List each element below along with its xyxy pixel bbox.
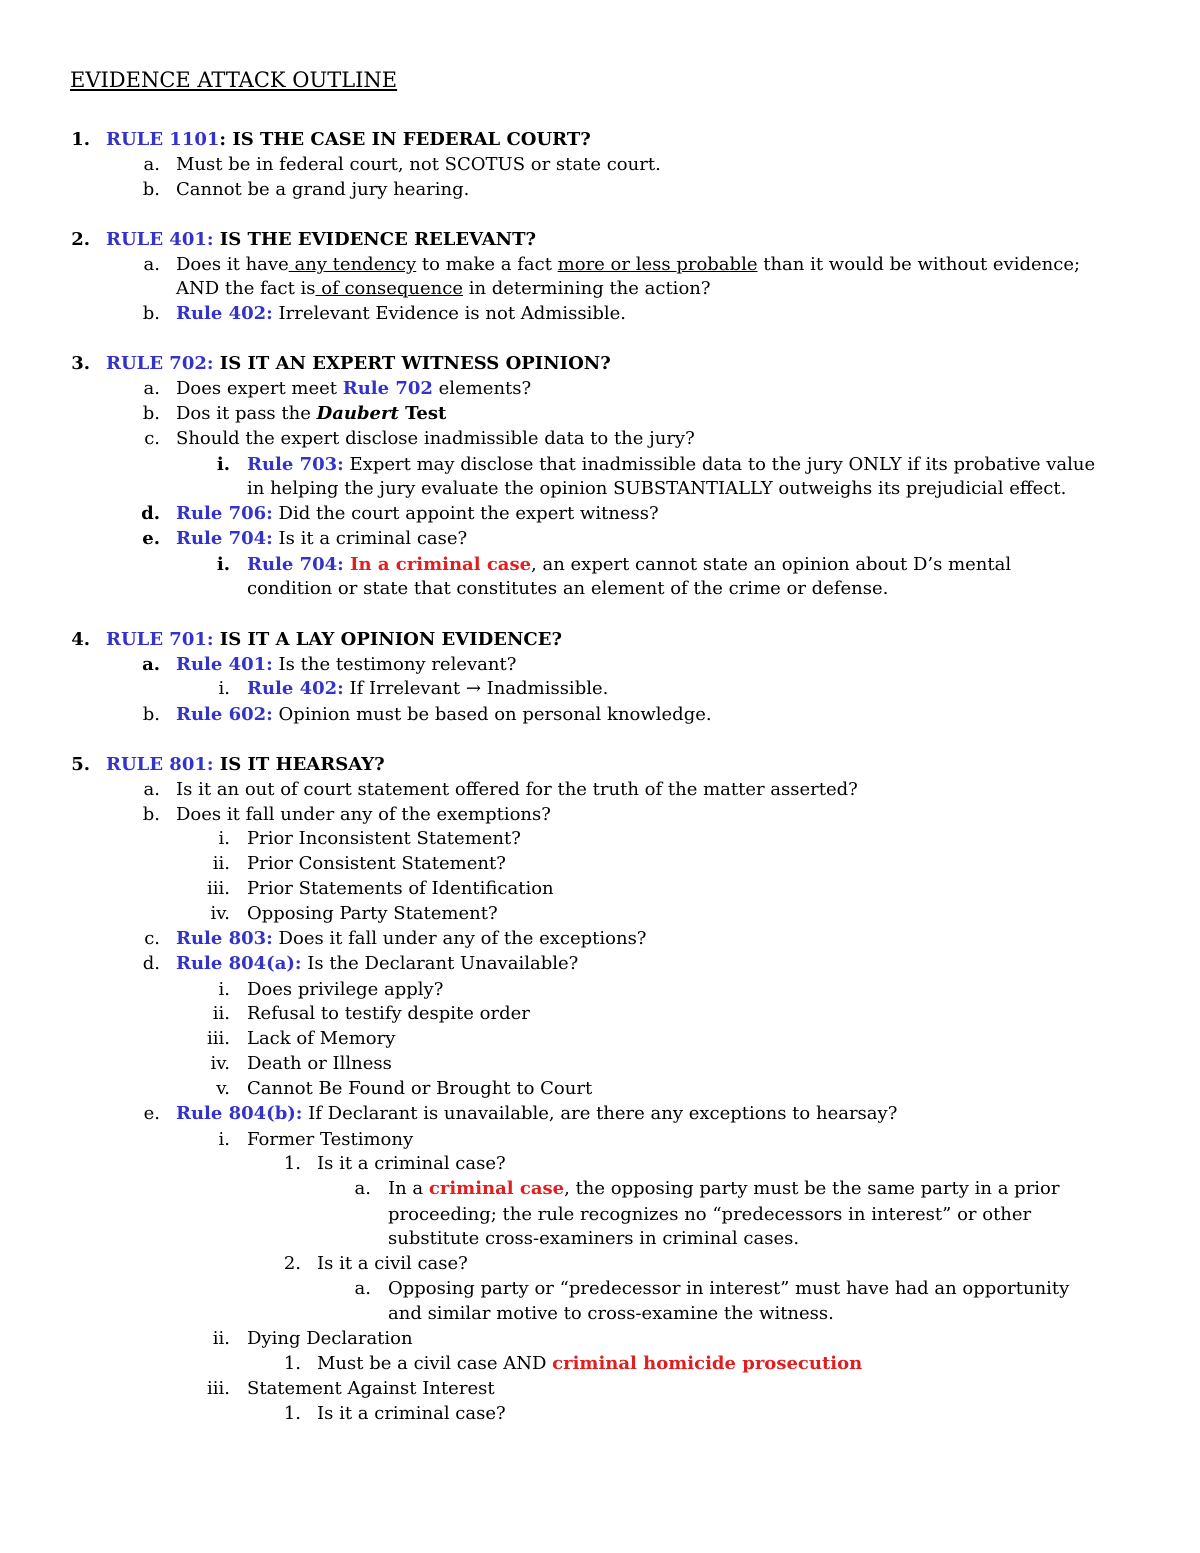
line-text — [317, 1152, 506, 1176]
line-text — [247, 902, 498, 926]
text-segment: Does expert meet — [176, 378, 343, 399]
list-marker: 4. — [71, 629, 90, 650]
text-segment: Statement Against Interest — [247, 1378, 495, 1399]
line-text — [176, 178, 469, 202]
line-text — [176, 803, 551, 827]
text-segment: IS IT A LAY OPINION EVIDENCE? — [213, 629, 563, 650]
list-marker: 1. — [71, 129, 90, 150]
text-segment: If Irrelevant → Inadmissible. — [343, 678, 609, 699]
list-marker: iii. — [207, 1378, 230, 1399]
list-marker: c. — [144, 428, 160, 449]
list-marker: v. — [216, 1078, 230, 1099]
list-marker: 1. — [283, 1353, 301, 1374]
list-marker: ii. — [212, 853, 230, 874]
rule-reference: Rule 602: — [176, 704, 273, 725]
text-segment: In a — [388, 1178, 429, 1199]
line-text — [388, 1203, 1031, 1227]
list-marker: e. — [143, 1103, 160, 1124]
list-marker: d. — [142, 953, 160, 974]
rule-reference: Rule 703: — [247, 454, 344, 475]
line-text — [247, 1077, 592, 1101]
text-segment: Dos it pass the — [176, 403, 317, 424]
text-segment: Opposing Party Statement? — [247, 903, 498, 924]
list-marker: b. — [142, 403, 160, 424]
line-text — [247, 1327, 413, 1351]
text-segment: Is it a criminal case? — [317, 1153, 506, 1174]
list-marker: i. — [218, 678, 230, 699]
line-text — [317, 1402, 506, 1426]
text-segment: in helping the jury evaluate the opinion SUBSTANTIALLY outweighs its prejudicial effect. — [247, 478, 1067, 499]
text-segment: Cannot be a grand jury hearing. — [176, 179, 470, 200]
line-text — [247, 827, 521, 851]
list-marker: i. — [216, 554, 230, 575]
rule-reference: Rule 803: — [176, 928, 273, 949]
line-text — [176, 703, 712, 727]
line-text — [106, 628, 562, 652]
emphasis-text: In a criminal case — [343, 554, 532, 575]
rule-reference: Rule 402: — [176, 303, 273, 324]
line-text — [247, 877, 554, 901]
line-text — [176, 253, 1080, 277]
line-text — [176, 302, 626, 326]
list-marker: ii. — [212, 1003, 230, 1024]
text-segment: than it would be without evidence; — [757, 254, 1081, 275]
text-segment: any tendency — [288, 254, 417, 275]
rule-reference: RULE 801: — [106, 754, 214, 775]
text-segment: Refusal to testify despite order — [247, 1003, 530, 1024]
list-marker: a. — [354, 1278, 371, 1299]
line-text — [176, 952, 578, 976]
list-marker: a. — [143, 254, 160, 275]
line-text — [247, 1002, 530, 1026]
list-marker: iv. — [210, 1053, 230, 1074]
list-marker: b. — [142, 704, 160, 725]
text-segment: Prior Inconsistent Statement? — [247, 828, 521, 849]
line-text — [176, 277, 711, 301]
text-segment: Is the Declarant Unavailable? — [301, 953, 579, 974]
list-marker: 5. — [71, 754, 90, 775]
list-marker: i. — [218, 1129, 230, 1150]
line-text — [247, 477, 1066, 501]
text-segment: Dying Declaration — [247, 1328, 413, 1349]
emphasis-text: criminal homicide prosecution — [552, 1353, 863, 1374]
line-text — [388, 1177, 1060, 1201]
text-segment: Cannot Be Found or Brought to Court — [247, 1078, 593, 1099]
text-segment: IS IT HEARSAY? — [213, 754, 385, 775]
text-segment: in determining the action? — [462, 278, 711, 299]
document-title: EVIDENCE ATTACK OUTLINE — [70, 68, 398, 92]
list-marker: iv. — [210, 903, 230, 924]
text-segment: : IS THE CASE IN FEDERAL COURT? — [219, 129, 591, 150]
line-text — [247, 1052, 392, 1076]
list-marker: a. — [143, 154, 160, 175]
text-segment: Daubert — [316, 403, 399, 424]
line-text — [176, 377, 531, 401]
list-marker: 2. — [283, 1253, 301, 1274]
text-segment: Opinion must be based on personal knowledge. — [272, 704, 712, 725]
line-text — [247, 577, 888, 601]
text-segment: AND the fact is — [176, 278, 316, 299]
text-segment: Does it fall under any of the exceptions? — [272, 928, 647, 949]
text-segment: Must be a civil case AND — [317, 1353, 553, 1374]
list-marker: b. — [142, 303, 160, 324]
text-segment: , an expert cannot state an opinion about D’s mental — [531, 554, 1012, 575]
rule-reference: Rule 804(a): — [176, 953, 302, 974]
line-text — [176, 1102, 897, 1126]
text-segment: Is it a criminal case? — [317, 1403, 506, 1424]
list-marker: iii. — [207, 1028, 230, 1049]
text-segment: of consequence — [315, 278, 463, 299]
list-marker: a. — [143, 779, 160, 800]
text-segment: IS THE EVIDENCE RELEVANT? — [213, 229, 537, 250]
line-text — [176, 402, 446, 426]
list-marker: 3. — [71, 353, 90, 374]
rule-reference: Rule 702 — [342, 378, 433, 399]
line-text — [176, 527, 467, 551]
line-text — [176, 653, 516, 677]
line-text — [317, 1352, 862, 1376]
text-segment: proceeding; the rule recognizes no “predecessors in interest” or other — [388, 1204, 1032, 1225]
rule-reference: Rule 704: — [176, 528, 273, 549]
line-text — [176, 778, 858, 802]
text-segment: Test — [398, 403, 447, 424]
text-segment: Prior Consistent Statement? — [247, 853, 506, 874]
text-segment: elements? — [432, 378, 532, 399]
list-marker: d. — [141, 503, 160, 524]
line-text — [106, 753, 385, 777]
line-text — [176, 427, 695, 451]
text-segment: Is the testimony relevant? — [272, 654, 517, 675]
line-text — [388, 1227, 799, 1251]
line-text — [176, 927, 646, 951]
text-segment: and similar motive to cross-examine the witness. — [388, 1303, 834, 1324]
rule-reference: RULE 701: — [106, 629, 214, 650]
list-marker: ii. — [212, 1328, 230, 1349]
text-segment: Must be in federal court, not SCOTUS or state court. — [176, 154, 661, 175]
line-text — [247, 1377, 495, 1401]
text-segment: Did the court appoint the expert witness? — [272, 503, 659, 524]
list-marker: a. — [143, 378, 160, 399]
line-text — [247, 852, 506, 876]
text-segment: Is it an out of court statement offered for the truth of the matter asserted? — [176, 779, 858, 800]
list-marker: i. — [216, 454, 230, 475]
text-segment: , the opposing party must be the same party in a prior — [564, 1178, 1060, 1199]
list-marker: a. — [142, 654, 160, 675]
text-segment: IS IT AN EXPERT WITNESS OPINION? — [213, 353, 611, 374]
rule-reference: RULE 702: — [106, 353, 214, 374]
line-text — [388, 1277, 1069, 1301]
list-marker: b. — [142, 804, 160, 825]
line-text — [176, 153, 661, 177]
line-text — [317, 1252, 468, 1276]
text-segment: Does it have — [176, 254, 289, 275]
list-marker: i. — [218, 979, 230, 1000]
line-text — [247, 1128, 413, 1152]
rule-reference: RULE 401: — [106, 229, 214, 250]
line-text — [247, 677, 608, 701]
emphasis-text: criminal case — [428, 1178, 565, 1199]
text-segment: If Declarant is unavailable, are there any exceptions to hearsay? — [302, 1103, 898, 1124]
text-segment: to make a fact — [416, 254, 558, 275]
line-text — [106, 352, 611, 376]
rule-reference: RULE 1101 — [106, 129, 220, 150]
text-segment: substitute cross-examiners in criminal cases. — [388, 1228, 800, 1249]
text-segment: Does privilege apply? — [247, 979, 444, 1000]
line-text — [247, 553, 1011, 577]
text-segment: Expert may disclose that inadmissible data to the jury ONLY if its probative value — [343, 454, 1096, 475]
text-segment: Prior Statements of Identification — [247, 878, 554, 899]
text-segment: Is it a criminal case? — [272, 528, 468, 549]
list-marker: 1. — [283, 1403, 301, 1424]
line-text — [106, 128, 591, 152]
line-text — [388, 1302, 834, 1326]
rule-reference: Rule 401: — [176, 654, 273, 675]
rule-reference: Rule 804(b): — [176, 1103, 303, 1124]
line-text — [106, 228, 536, 252]
rule-reference: Rule 402: — [247, 678, 344, 699]
line-text — [247, 1027, 395, 1051]
rule-reference: Rule 706: — [176, 503, 273, 524]
text-segment: Does it fall under any of the exemptions? — [176, 804, 551, 825]
line-text — [247, 978, 443, 1002]
text-segment: Death or Illness — [247, 1053, 392, 1074]
rule-reference: Rule 704: — [247, 554, 344, 575]
text-segment: Opposing party or “predecessor in interest” must have had an opportunity — [388, 1278, 1070, 1299]
list-marker: c. — [144, 928, 160, 949]
list-marker: 1. — [283, 1153, 301, 1174]
list-marker: i. — [218, 828, 230, 849]
list-marker: 2. — [71, 229, 90, 250]
text-segment: Should the expert disclose inadmissible data to the jury? — [176, 428, 695, 449]
text-segment: condition or state that constitutes an element of the crime or defense. — [247, 578, 889, 599]
text-segment: Former Testimony — [247, 1129, 414, 1150]
text-segment: Is it a civil case? — [317, 1253, 468, 1274]
line-text — [176, 502, 659, 526]
text-segment: more or less probable — [557, 254, 758, 275]
list-marker: e. — [142, 528, 160, 549]
text-segment: Irrelevant Evidence is not Admissible. — [272, 303, 626, 324]
text-segment: Lack of Memory — [247, 1028, 396, 1049]
line-text — [247, 453, 1095, 477]
list-marker: iii. — [207, 878, 230, 899]
list-marker: b. — [142, 179, 160, 200]
list-marker: a. — [354, 1178, 371, 1199]
